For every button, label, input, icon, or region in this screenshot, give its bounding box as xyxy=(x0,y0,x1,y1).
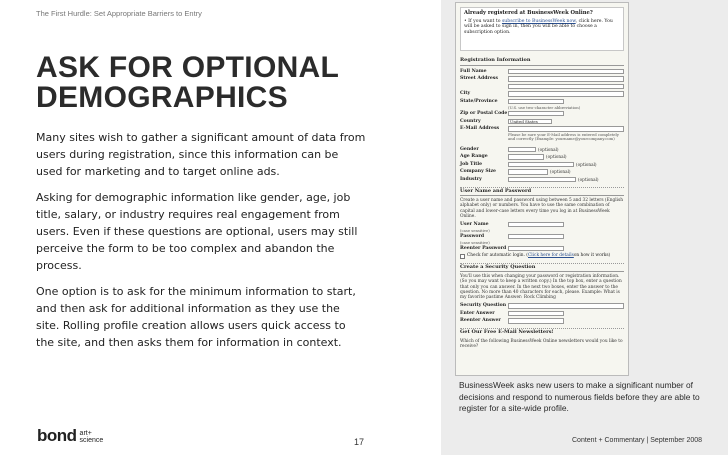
section-caption: The First Hurdle: Set Appropriate Barriers to Entry xyxy=(36,9,202,18)
page-title xyxy=(36,53,416,113)
age-range-select[interactable] xyxy=(508,154,544,159)
page-title-line-1: ASK FOR OPTIONAL xyxy=(36,51,340,84)
age-range-label: Age Range xyxy=(460,154,488,160)
paragraph-2: Asking for demographic information like gender, age, job title, salary, or industry requires real engagement from users. Even if these questions are optional, users may still perceive the form to be too complex and abandon the process. xyxy=(36,191,358,272)
security-section-title: Create a Security Question xyxy=(460,265,624,273)
optional-tag: (optional) xyxy=(550,169,571,175)
field-label: State/Province xyxy=(460,98,498,104)
zip-label: Zip or Postal Code xyxy=(460,110,508,116)
optional-field-row xyxy=(460,176,624,184)
field-row xyxy=(460,317,624,325)
body-text xyxy=(36,129,366,360)
gender-select[interactable] xyxy=(508,147,536,152)
logo-wordmark: bond xyxy=(37,426,77,445)
auto-login-details-link[interactable]: Click here for details xyxy=(528,253,574,259)
auto-login-checkbox[interactable] xyxy=(460,254,465,259)
registration-title: Registration Information xyxy=(460,58,624,66)
logo-subtext-line-2: science xyxy=(79,437,104,444)
paragraph-1: Many sites wish to gather a significant amount of data from users during registration, since this information can be used for marketing and to target online ads. xyxy=(36,131,366,178)
field-row xyxy=(460,75,624,83)
paragraph-3: One option is to ask for the minimum information to start, and then ask for additional information as they use the site. Rolling profile creation allows users quick access to the site, and then asks them for information in context. xyxy=(36,285,356,349)
reenter-password-label: Reenter Password xyxy=(460,245,507,251)
page-title-line-2: DEMOGRAPHICS xyxy=(36,81,288,114)
password-label: Password xyxy=(460,233,485,239)
state-input[interactable] xyxy=(508,99,564,104)
already-registered-title: Already registered at BusinessWeek Online? xyxy=(464,10,593,16)
state-note: (U.S. use two-character abbreviation) xyxy=(508,104,581,110)
page-number: 17 xyxy=(354,437,365,447)
field-row xyxy=(460,68,624,76)
enter-answer-input[interactable] xyxy=(508,311,564,316)
registration-form-screenshot xyxy=(455,2,629,376)
reenter-answer-input[interactable] xyxy=(508,318,564,323)
user-name-section-title: User Name and Password xyxy=(460,189,624,197)
subscribe-link[interactable]: subscribe to BusinessWeek now xyxy=(501,18,576,24)
auto-login-text-post: on how it works) xyxy=(573,253,611,259)
industry-select[interactable] xyxy=(508,177,576,182)
country-select[interactable]: United States xyxy=(508,119,552,124)
security-question-input[interactable] xyxy=(508,303,624,308)
field-row xyxy=(460,245,624,253)
already-registered-text-post: , click here. You will be asked to sign in, then you will be able to choose a subscription option. xyxy=(464,18,613,35)
field-row xyxy=(460,302,624,310)
field-row xyxy=(460,90,624,98)
reenter-password-input[interactable] xyxy=(508,246,564,251)
field-row xyxy=(460,83,624,91)
reenter-answer-label: Reenter Answer xyxy=(460,318,501,324)
field-label: City xyxy=(460,91,471,97)
optional-field-row xyxy=(460,153,624,161)
field-row xyxy=(460,310,624,318)
city-input[interactable] xyxy=(508,91,624,96)
gender-label: Gender xyxy=(460,146,479,152)
case-note: (case sensitive) xyxy=(460,239,490,245)
security-instructions: You'll use this when changing your password or registration information. (So you may want to keep a written copy.) In the top box, enter a question that only you can answer. In the next two boxes, enter the answer to the question. No more than 40 characters for each, please. Example: What is my favorite pastime Answer: Rock Climbing xyxy=(460,274,622,300)
email-note: Please be sure your E-Mail address is entered completely and correctly (Example: yourname@yourcompany.com) xyxy=(508,131,619,142)
security-question-label: Security Question xyxy=(460,303,507,309)
field-label: Street Address xyxy=(460,76,498,82)
user-name-instructions: Create a user name and password using between 5 and 32 letters (English alphabet only) or numbers. You have to use the same combination of capital and lower-case letters every time you log in at BusinessWeek Online. xyxy=(460,198,623,219)
field-row xyxy=(460,110,624,118)
auto-login-row xyxy=(460,253,624,260)
email-input[interactable] xyxy=(508,126,624,131)
logo-subtext xyxy=(80,430,104,444)
optional-field-row xyxy=(460,146,624,154)
enter-answer-label: Enter Answer xyxy=(460,310,495,316)
industry-label: Industry xyxy=(460,176,482,182)
optional-field-row xyxy=(460,161,624,169)
password-input[interactable] xyxy=(508,234,564,239)
field-label: Full Name xyxy=(460,68,487,74)
optional-tag: (optional) xyxy=(578,176,599,182)
optional-field-row xyxy=(460,168,624,176)
optional-tag: (optional) xyxy=(546,154,567,160)
screenshot-caption: BusinessWeek asks new users to make a significant number of decisions and respond to numerous fields before they are able to register for a site-wide profile. xyxy=(459,380,700,413)
street-address-2-input[interactable] xyxy=(508,84,624,89)
email-label: E-Mail Address xyxy=(460,126,500,132)
job-title-select[interactable] xyxy=(508,162,574,167)
bond-logo xyxy=(37,428,103,444)
auto-login-text-pre: Check for automatic login. ( xyxy=(467,253,528,259)
newsletter-instructions: Which of the following BusinessWeek Online newsletters would you like to receive? xyxy=(460,338,623,349)
optional-tag: (optional) xyxy=(576,161,597,167)
logo-subtext-line-1: art+ xyxy=(79,430,92,437)
full-name-input[interactable] xyxy=(508,69,624,74)
company-size-select[interactable] xyxy=(508,169,548,174)
job-title-label: Job Title xyxy=(460,161,483,167)
country-label: Country xyxy=(460,118,481,124)
optional-tag: (optional) xyxy=(538,146,559,152)
field-row xyxy=(460,118,624,126)
zip-input[interactable] xyxy=(508,111,564,116)
already-registered-box xyxy=(460,7,624,51)
company-size-label: Company Size xyxy=(460,169,496,175)
newsletter-section-title: Get Our Free E-Mail Newsletters! xyxy=(460,328,554,335)
case-note: (case sensitive) xyxy=(460,227,490,233)
user-name-label: User Name xyxy=(460,221,489,227)
already-registered-text-pre: • If you want to xyxy=(464,18,502,24)
user-name-input[interactable] xyxy=(508,222,564,227)
footer-info: Content + Commentary | September 2008 xyxy=(572,437,703,444)
registration-section xyxy=(460,55,624,349)
street-address-input[interactable] xyxy=(508,76,624,81)
